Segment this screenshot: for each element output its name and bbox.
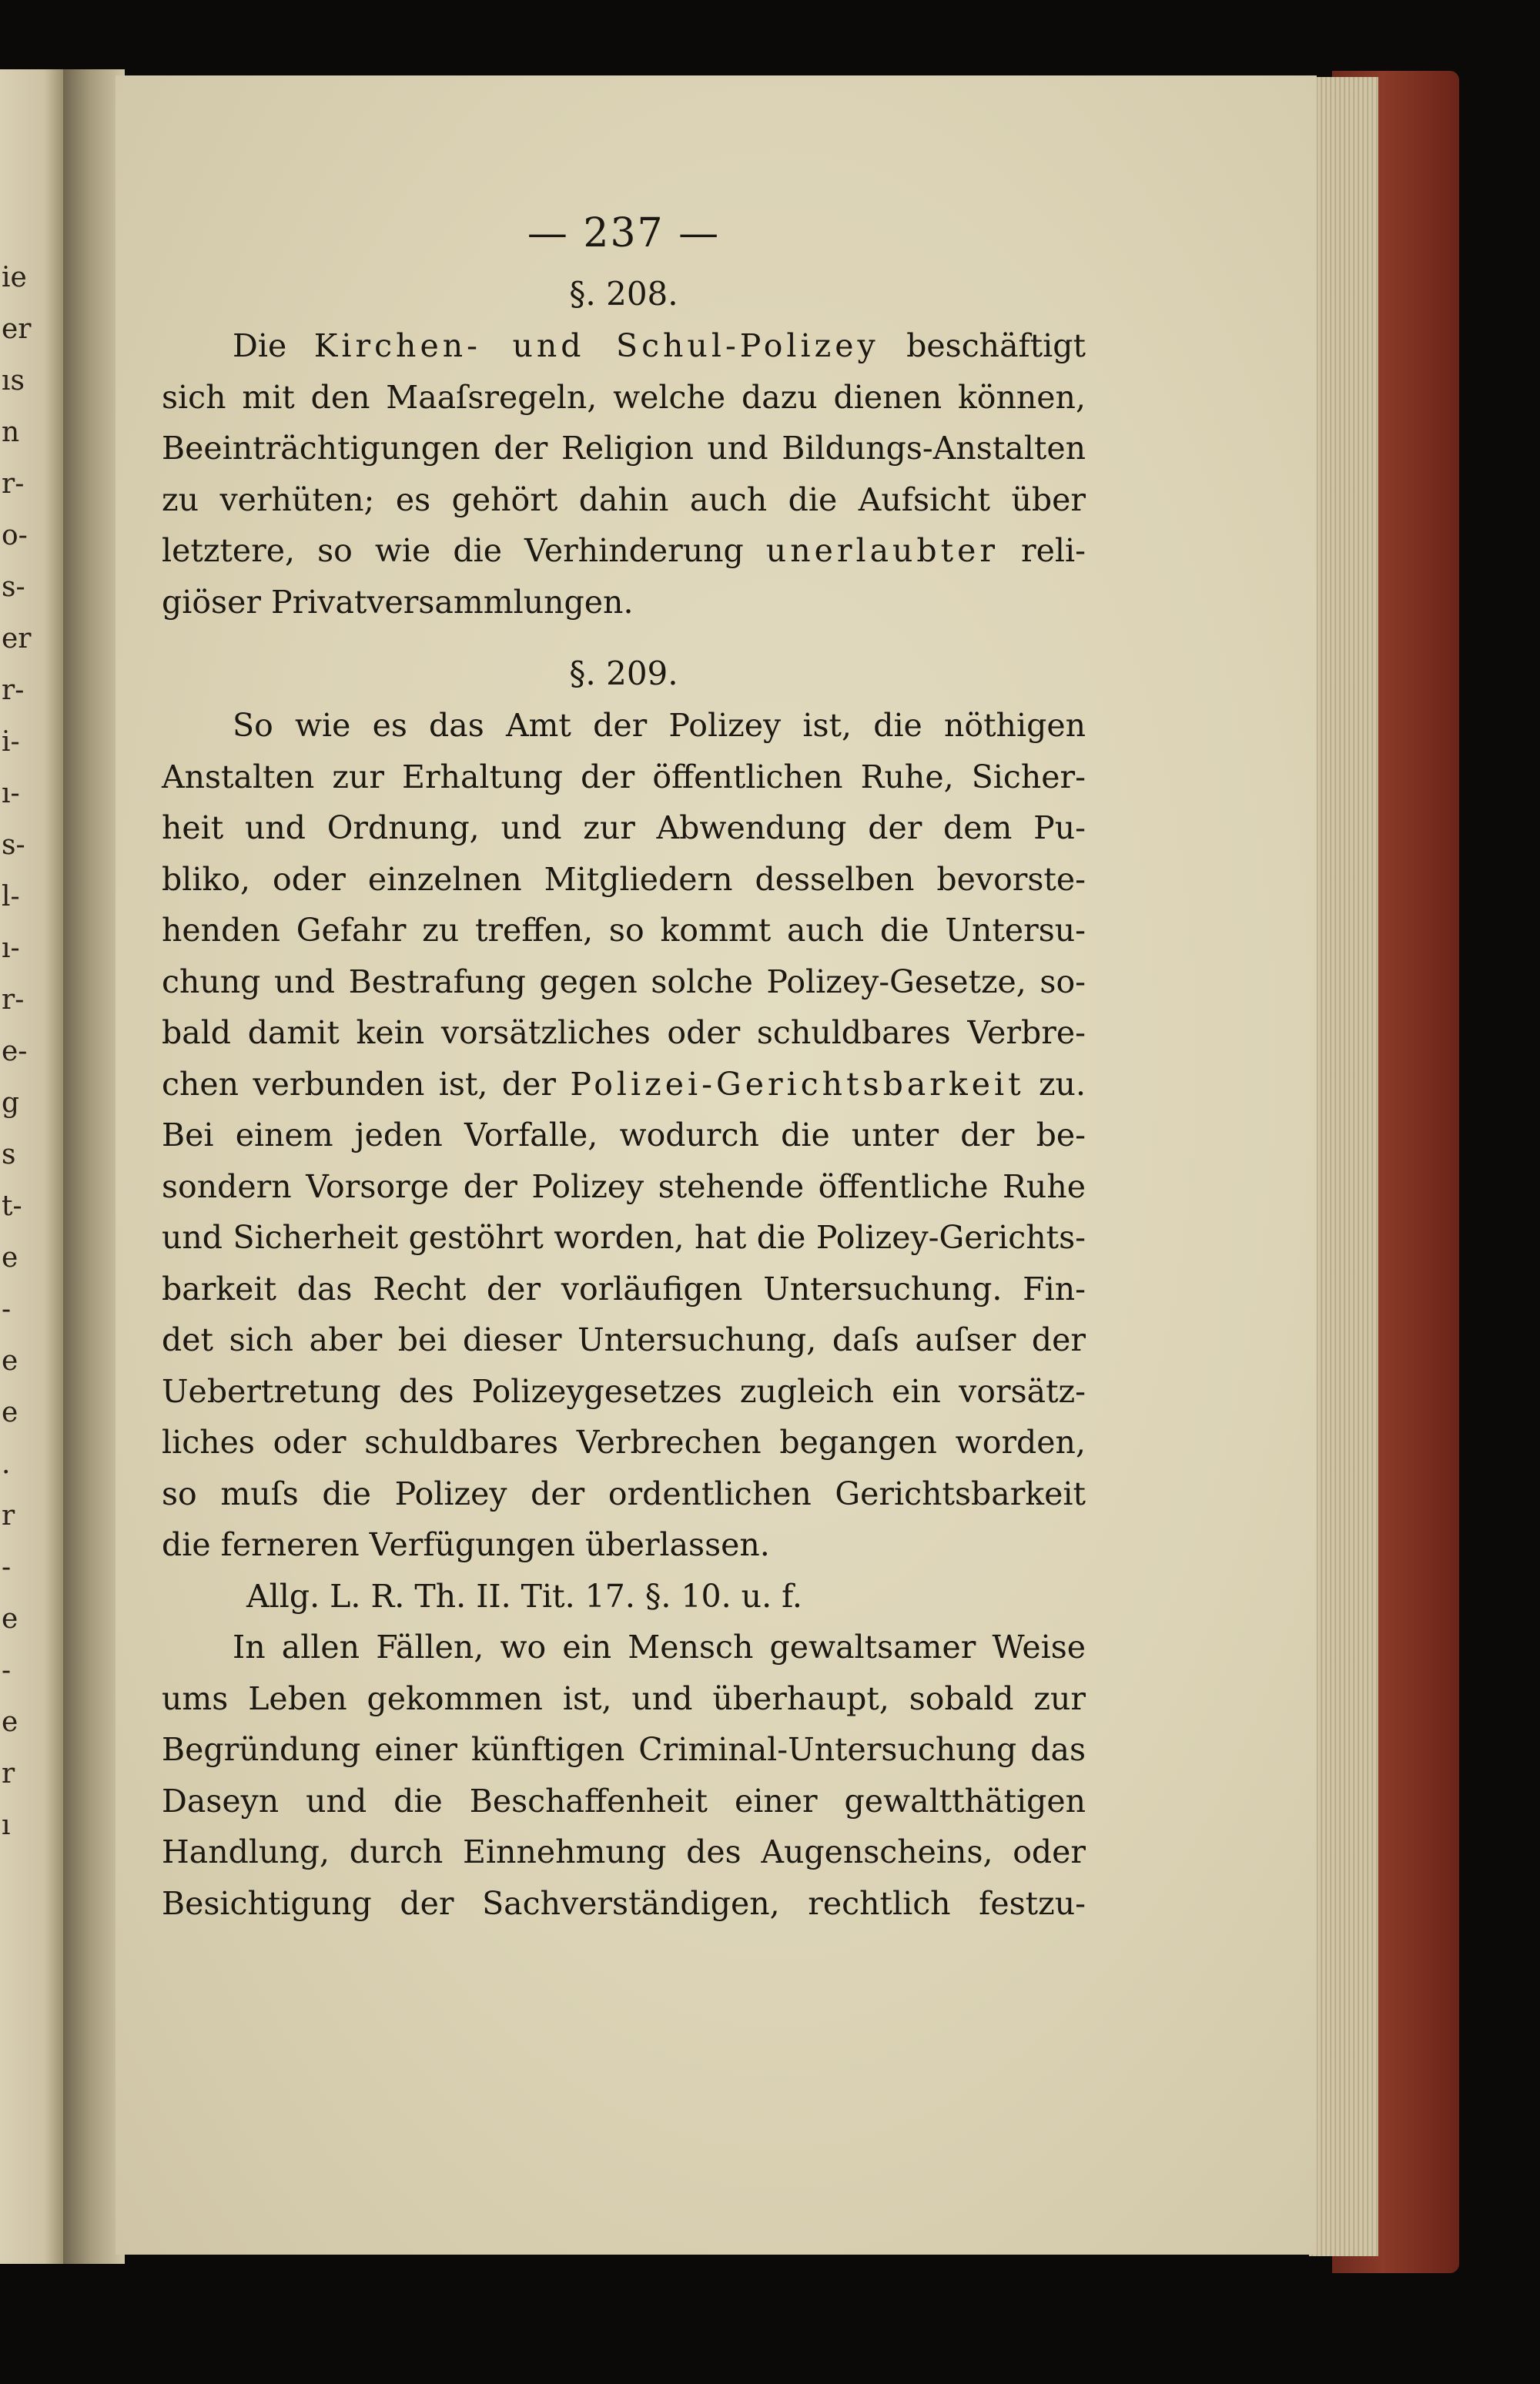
- emphasized-text: Polizei-Gerichtsbarkeit: [570, 1065, 1025, 1103]
- left-page-fragment: s-: [2, 829, 25, 861]
- text-segment: zu.: [1024, 1065, 1086, 1103]
- left-page-fragment: o-: [2, 520, 28, 551]
- left-page-fragment: i-: [2, 726, 20, 758]
- text-segment: die ferneren Verfügungen überlassen.: [162, 1526, 770, 1563]
- text-segment: Besichtigung der Sachverständigen, rechtlich festzu-: [162, 1884, 1086, 1922]
- text-line: [162, 1622, 1086, 1673]
- left-page-fragment: er: [2, 313, 32, 345]
- left-page-fragment: ı: [2, 1810, 11, 1841]
- text-line: [162, 525, 1086, 577]
- text-line: [162, 474, 1086, 526]
- text-segment: barkeit das Recht der vorläufigen Untersuchung. Fin-: [162, 1270, 1086, 1308]
- text-segment: det sich aber bei dieser Untersuchung, daſs auſser der: [162, 1321, 1086, 1358]
- text-segment: letztere, so wie die Verhinderung: [162, 532, 766, 569]
- text-line: [162, 1673, 1086, 1725]
- left-page-sliver: [0, 69, 63, 2264]
- page-edges: [1309, 77, 1378, 2256]
- text-line: [162, 1724, 1086, 1776]
- text-segment: Daseyn und die Beschaffenheit einer gewaltthätigen: [162, 1782, 1086, 1820]
- text-segment: sich mit den Maaſsregeln, welche dazu dienen können,: [162, 378, 1086, 416]
- book-page: [116, 75, 1317, 2255]
- page-text: [162, 199, 1086, 1929]
- section-208-body: [162, 320, 1086, 628]
- left-page-fragments: [0, 69, 63, 2264]
- emphasized-text: unerlaubter: [765, 532, 999, 569]
- text-line: [162, 372, 1086, 424]
- left-page-fragment: l-: [2, 881, 20, 912]
- text-segment: Die: [233, 327, 314, 364]
- text-line: [162, 577, 1086, 628]
- left-page-fragment: r: [2, 1500, 15, 1532]
- text-line: [162, 1519, 1086, 1571]
- text-segment: und Sicherheit gestöhrt worden, hat die Polizey-Gerichts-: [162, 1219, 1086, 1256]
- section-heading-209: §. 209.: [569, 655, 678, 692]
- text-segment: bliko, oder einzelnen Mitgliedern desselben bevorste-: [162, 860, 1086, 898]
- text-line: [162, 423, 1086, 474]
- text-segment: henden Gefahr zu treffen, so kommt auch die Untersu-: [162, 912, 1086, 949]
- text-line: [162, 1878, 1086, 1930]
- text-segment: chen verbunden ist, der: [162, 1065, 571, 1103]
- text-line: [162, 1264, 1086, 1315]
- left-page-fragment: er: [2, 623, 32, 655]
- emphasized-text: Kirchen- und Schul-Polizey: [313, 327, 879, 364]
- left-page-fragment: ıs: [2, 365, 25, 397]
- page-number: — 237 —: [527, 210, 721, 256]
- text-line: [162, 802, 1086, 854]
- left-page-fragment: e: [2, 1706, 18, 1738]
- left-page-fragment: t-: [2, 1190, 22, 1222]
- text-line: [162, 1776, 1086, 1827]
- text-segment: Uebertretung des Polizeygesetzes zugleich ein vorsätz-: [162, 1372, 1086, 1410]
- section-heading-208: §. 208.: [569, 275, 678, 313]
- left-page-fragment: n: [2, 417, 20, 448]
- text-line: [162, 1314, 1086, 1366]
- text-segment: zu verhüten; es gehört dahin auch die Aufsicht über: [162, 480, 1086, 518]
- left-page-fragment: ı-: [2, 933, 20, 964]
- left-page-fragment: r: [2, 1758, 15, 1790]
- section-209-continuation: [162, 1622, 1086, 1929]
- text-line: [162, 905, 1086, 956]
- text-segment: chung und Bestrafung gegen solche Polizey-Gesetze, so-: [162, 963, 1086, 1000]
- text-line: [162, 1007, 1086, 1059]
- text-segment: reli-: [999, 532, 1086, 569]
- left-page-fragment: r-: [2, 468, 25, 500]
- text-segment: bald damit kein vorsätzliches oder schuldbares Verbre-: [162, 1014, 1086, 1051]
- left-page-fragment: .: [2, 1448, 11, 1480]
- text-line: [162, 1468, 1086, 1520]
- left-page-fragment: e: [2, 1397, 18, 1428]
- text-line: [162, 752, 1086, 803]
- left-page-fragment: ı-: [2, 778, 20, 809]
- text-segment: Handlung, durch Einnehmung des Augenscheins, oder: [162, 1833, 1086, 1870]
- section-209-body: [162, 700, 1086, 1571]
- text-line: [162, 1827, 1086, 1878]
- text-segment: ums Leben gekommen ist, und überhaupt, sobald zur: [162, 1679, 1086, 1717]
- left-page-fragment: -: [2, 1655, 12, 1686]
- left-page-fragment: s-: [2, 571, 25, 603]
- text-line: [162, 1212, 1086, 1264]
- legal-citation: Allg. L. R. Th. II. Tit. 17. §. 10. u. f.: [246, 1577, 802, 1615]
- text-line: [162, 1110, 1086, 1161]
- left-page-fragment: e: [2, 1242, 18, 1274]
- left-page-fragment: e: [2, 1345, 18, 1377]
- left-page-fragment: e-: [2, 1036, 28, 1067]
- text-segment: giöser Privatversammlungen.: [162, 583, 634, 621]
- text-line: [162, 854, 1086, 906]
- text-line: [162, 1059, 1086, 1110]
- text-line: [162, 1417, 1086, 1468]
- text-segment: Begründung einer künftigen Criminal-Untersuchung das: [162, 1731, 1086, 1768]
- text-line: [162, 956, 1086, 1008]
- text-segment: sondern Vorsorge der Polizey stehende öffentliche Ruhe: [162, 1167, 1086, 1205]
- left-page-fragment: ie: [2, 262, 27, 293]
- text-line: [162, 1161, 1086, 1213]
- text-line: [162, 700, 1086, 752]
- left-page-fragment: -: [2, 1552, 12, 1583]
- left-page-fragment: -: [2, 1294, 12, 1325]
- left-page-fragment: s: [2, 1139, 16, 1170]
- text-segment: so muſs die Polizey der ordentlichen Gerichtsbarkeit: [162, 1475, 1086, 1512]
- text-line: [162, 1366, 1086, 1418]
- text-segment: Anstalten zur Erhaltung der öffentlichen Ruhe, Sicher-: [162, 758, 1086, 795]
- text-line: [162, 320, 1086, 372]
- left-page-fragment: e: [2, 1603, 18, 1635]
- left-page-fragment: r-: [2, 984, 25, 1016]
- text-segment: beschäftigt: [879, 327, 1086, 364]
- text-segment: In allen Fällen, wo ein Mensch gewaltsamer Weise: [233, 1629, 1086, 1666]
- text-segment: heit und Ordnung, und zur Abwendung der dem Pu-: [162, 809, 1086, 846]
- left-page-fragment: r-: [2, 675, 25, 706]
- left-page-fragment: g: [2, 1087, 20, 1119]
- text-segment: Bei einem jeden Vorfalle, wodurch die unter der be-: [162, 1117, 1086, 1153]
- text-segment: Beeinträchtigungen der Religion und Bildungs-Anstalten: [162, 430, 1086, 467]
- text-segment: liches oder schuldbares Verbrechen begangen worden,: [162, 1424, 1086, 1461]
- text-segment: So wie es das Amt der Polizey ist, die nöthigen: [233, 707, 1086, 744]
